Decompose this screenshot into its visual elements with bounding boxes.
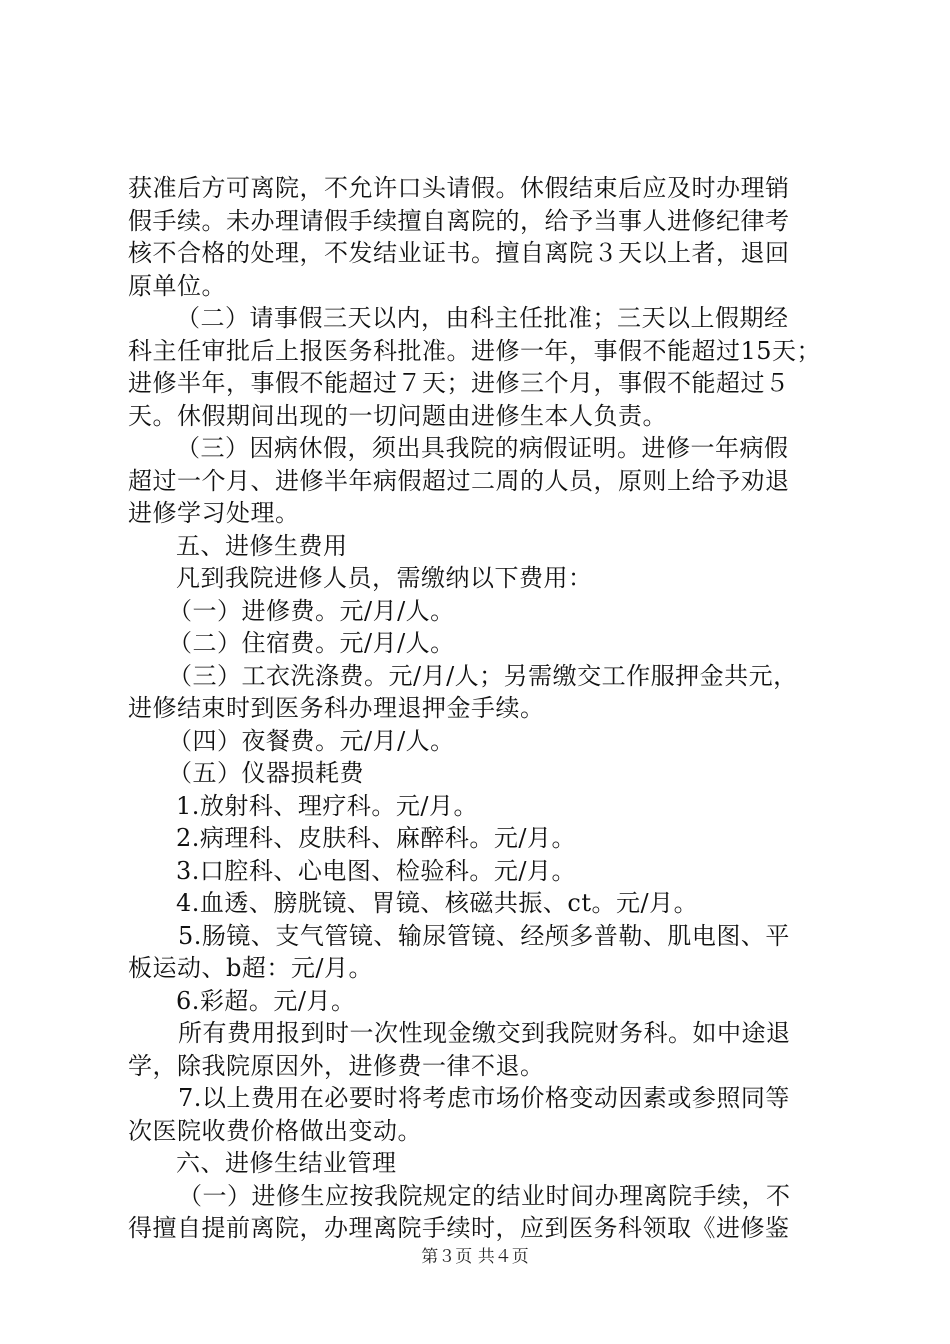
text-line: （一）进修费。元/月/人。 bbox=[168, 596, 455, 625]
text-line: （三）因病休假，须出具我院的病假证明。进修一年病假 bbox=[176, 434, 789, 462]
text-line: 进修结束时到医务科办理退押金手续。 bbox=[128, 694, 545, 722]
text-line: 科主任审批后上报医务科批准。进修一年，事假不能超过15天； bbox=[128, 336, 822, 365]
text-line: 假手续。未办理请假手续擅自离院的，给予当事人进修纪律考 bbox=[128, 206, 790, 235]
text-line: 天。休假期间出现的一切问题由进修生本人负责。 bbox=[128, 401, 667, 430]
text-line: 6.彩超。元/月。 bbox=[176, 986, 356, 1015]
text-line: 核不合格的处理，不发结业证书。擅自离院３天以上者，退回 bbox=[128, 239, 790, 267]
text-line: （二）请事假三天以内，由科主任批准；三天以上假期经 bbox=[176, 304, 789, 332]
text-line: 次医院收费价格做出变动。 bbox=[128, 1116, 422, 1145]
text-line: 7.以上费用在必要时将考虑市场价格变动因素或参照同等 bbox=[178, 1084, 790, 1112]
text-line: 得擅自提前离院，办理离院手续时，应到医务科领取《进修鉴 bbox=[128, 1214, 790, 1242]
text-line: （三）工衣洗涤费。元/月/人；另需缴交工作服押金共元， bbox=[168, 661, 798, 690]
document-body bbox=[128, 172, 833, 1245]
text-line: （五）仪器损耗费 bbox=[168, 759, 364, 787]
section-heading: 五、进修生费用 bbox=[176, 531, 348, 560]
section-heading: 六、进修生结业管理 bbox=[176, 1149, 397, 1177]
text-line: 学，除我院原因外，进修费一律不退。 bbox=[128, 1051, 545, 1080]
text-line: 进修半年，事假不能超过７天；进修三个月，事假不能超过５ bbox=[128, 369, 790, 397]
text-line: （四）夜餐费。元/月/人。 bbox=[168, 726, 455, 755]
page-footer: 第３页 共４页 bbox=[421, 1247, 529, 1267]
text-line: 1.放射科、理疗科。元/月。 bbox=[176, 791, 478, 820]
text-line: 4.血透、膀胱镜、胃镜、核磁共振、ct。元/月。 bbox=[176, 889, 699, 917]
text-line: 5.肠镜、支气管镜、输尿管镜、经颅多普勒、肌电图、平 bbox=[178, 921, 790, 950]
text-line: 超过一个月、进修半年病假超过二周的人员，原则上给予劝退 bbox=[128, 466, 790, 495]
text-line: 凡到我院进修人员，需缴纳以下费用： bbox=[176, 564, 593, 592]
text-line: 获准后方可离院，不允许口头请假。休假结束后应及时办理销 bbox=[128, 174, 790, 202]
text-line: 进修学习处理。 bbox=[128, 499, 300, 527]
text-line: 原单位。 bbox=[128, 271, 226, 300]
text-line: 所有费用报到时一次性现金缴交到我院财务科。如中途退 bbox=[178, 1019, 791, 1047]
text-line: 2.病理科、皮肤科、麻醉科。元/月。 bbox=[176, 824, 576, 852]
text-line: （一）进修生应按我院规定的结业时间办理离院手续，不 bbox=[178, 1181, 791, 1210]
text-line: 3.口腔科、心电图、检验科。元/月。 bbox=[176, 856, 576, 885]
text-line: 板运动、b超：元/月。 bbox=[128, 954, 373, 982]
text-line: （二）住宿费。元/月/人。 bbox=[168, 629, 455, 657]
